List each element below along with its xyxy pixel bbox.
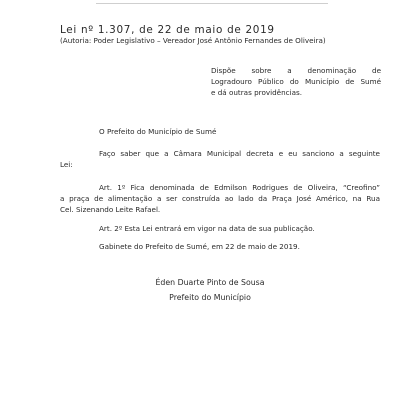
- ementa-line: e dá outras providências.: [211, 88, 303, 97]
- law-title: Lei nº 1.307, de 22 de maio de 2019: [60, 24, 275, 36]
- paragraph-line: a praça de alimentação a ser construída ao lado da Praça José Américo, na Rua: [60, 193, 380, 203]
- law-author: (Autoria: Poder Legislativo – Vereador José Antônio Fernandes de Oliveira): [60, 36, 326, 45]
- decree-paragraph: [60, 149, 380, 171]
- article-1: [60, 183, 380, 215]
- paragraph-line: Faço saber que a Câmara Municipal decreta e eu sanciono a seguinte: [99, 149, 380, 158]
- article-2: Art. 2º Esta Lei entrará em vigor na data de sua publicação.: [99, 224, 315, 233]
- closing-paragraph: Gabinete do Prefeito de Sumé, em 22 de maio de 2019.: [99, 242, 300, 251]
- ementa-line: Logradouro Público do Município de Sumé: [211, 77, 381, 86]
- paragraph-line: Lei:: [60, 159, 73, 169]
- paragraph-line: Cel. Sizenando Leite Rafael.: [60, 204, 161, 214]
- opening-paragraph: O Prefeito do Município de Sumé: [99, 127, 217, 136]
- ementa: [211, 65, 381, 98]
- header-rule: [96, 3, 328, 4]
- signatory-name: Éden Duarte Pinto de Sousa: [155, 278, 265, 287]
- paragraph-line: Art. 1º Fica denominada de Edmilson Rodrigues de Oliveira, “Creofino”: [99, 183, 380, 192]
- ementa-line: Dispõe sobre a denominação de: [211, 66, 381, 75]
- signatory-role: Prefeito do Município: [169, 293, 251, 302]
